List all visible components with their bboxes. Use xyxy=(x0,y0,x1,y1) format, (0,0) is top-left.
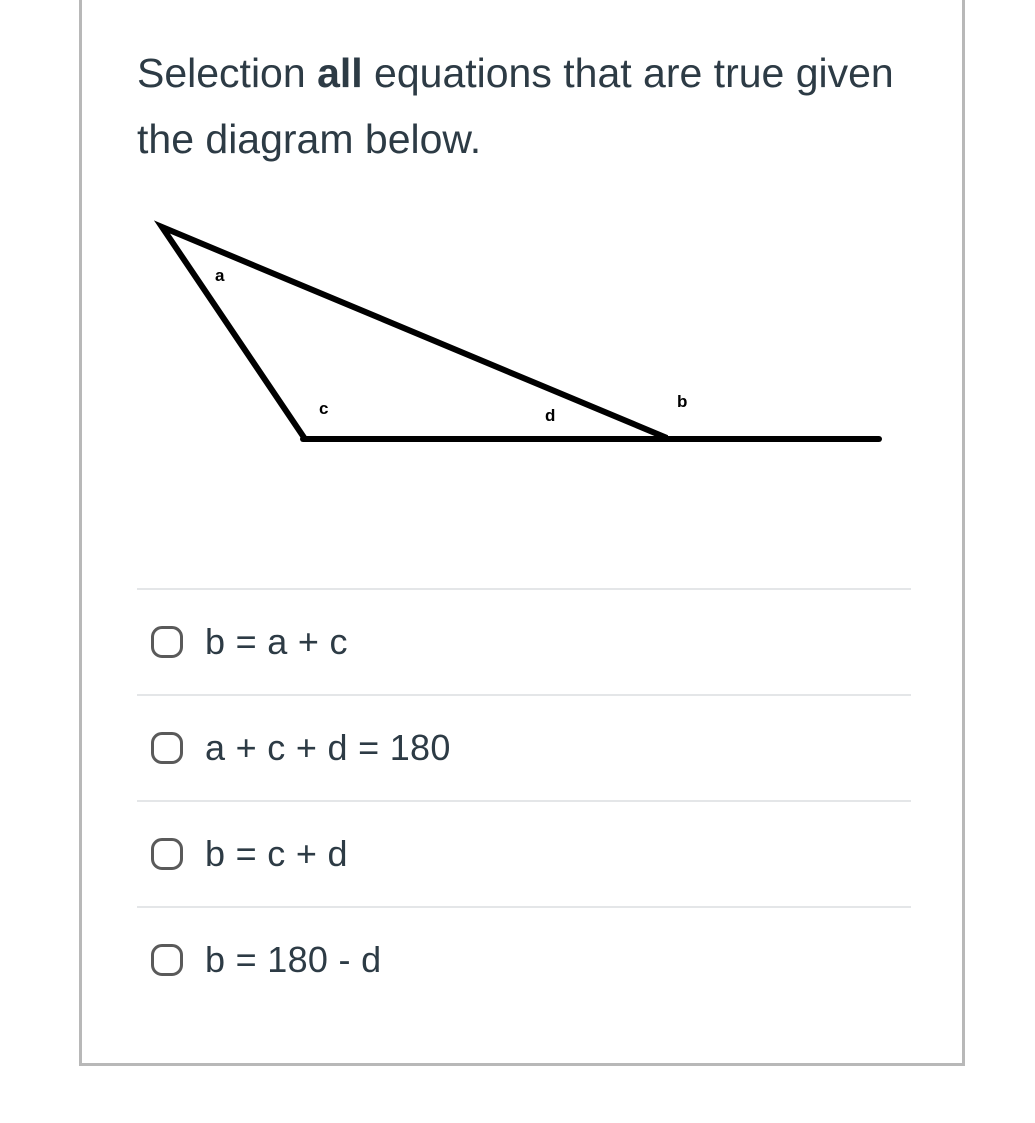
triangle-shape xyxy=(162,227,667,439)
angle-label-b: b xyxy=(677,392,688,411)
answer-label: b = 180 - d xyxy=(205,939,382,980)
answer-option-1[interactable] xyxy=(137,588,911,694)
answer-option-3[interactable] xyxy=(137,800,911,906)
checkbox[interactable] xyxy=(151,626,183,658)
checkbox[interactable] xyxy=(151,838,183,870)
question-prefix: Selection xyxy=(137,50,318,96)
checkbox[interactable] xyxy=(151,732,183,764)
question-text xyxy=(137,40,897,172)
angle-label-a: a xyxy=(215,266,225,285)
answer-label: b = a + c xyxy=(205,621,348,662)
question-emphasis: all xyxy=(317,50,363,96)
answer-option-4[interactable] xyxy=(137,906,911,1012)
angle-label-c: c xyxy=(319,399,329,418)
checkbox[interactable] xyxy=(151,944,183,976)
angle-label-d: d xyxy=(545,406,556,425)
question-suffix: equations that are true given the diagram below. xyxy=(137,50,894,162)
answer-label: b = c + d xyxy=(205,833,348,874)
answer-list xyxy=(137,588,911,1012)
answer-label: a + c + d = 180 xyxy=(205,727,451,768)
triangle-diagram xyxy=(137,205,897,475)
answer-option-2[interactable] xyxy=(137,694,911,800)
